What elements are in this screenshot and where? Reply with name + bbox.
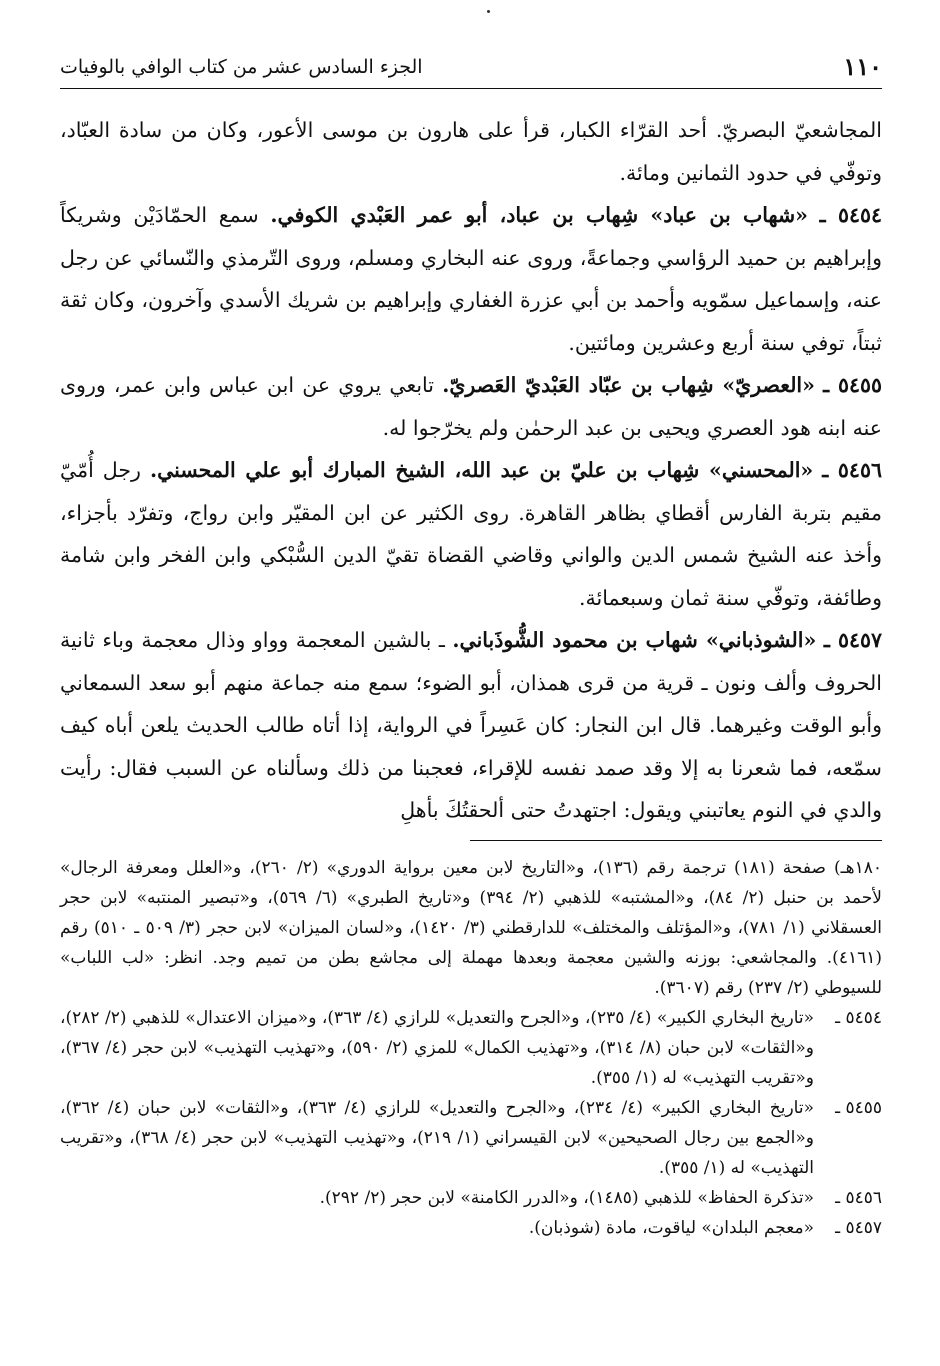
footnote-number: ٥٤٥٧ ـ bbox=[835, 1217, 882, 1238]
entry-heading: «المحسني» شِهاب بن عليّ بن عبد الله، الشيخ المبارك أبو علي المحسني. bbox=[149, 458, 814, 482]
stray-dot bbox=[487, 10, 490, 13]
entry-number: ٥٤٥٤ ـ bbox=[819, 203, 882, 227]
footnote-number: ٥٤٥٦ ـ bbox=[835, 1187, 882, 1208]
entry-heading: «العصريّ» شِهاب بن عبّاد العَبْديّ العَصريّ. bbox=[442, 373, 815, 397]
entry-heading: «الشوذباني» شهاب بن محمود الشُّوذَباني. bbox=[452, 628, 817, 652]
book-page bbox=[60, 52, 882, 1243]
footnote-separator bbox=[470, 840, 882, 841]
main-text bbox=[60, 109, 882, 832]
entry-heading: «شهاب بن عباد» شِهاب بن عباد، أبو عمر العَبْدي الكوفي. bbox=[270, 203, 808, 227]
footnote-number: ٥٤٥٥ ـ bbox=[835, 1097, 882, 1118]
footnote-continuation: ١٨٠هـ) صفحة (١٨١) ترجمة رقم (١٣٦)، و«التاريخ لابن معين برواية الدوري» (٢/ ٢٦٠)، و«العلل ومعرفة الرجال» لأحمد بن حنبل (٢/ ٨٤)، و«المشتبه» للذهبي (٢/ ٣٩٤) و«تاريخ الطبري» (٦/ ٥٦٩)، و«تبصير المنتبه» لابن حجر العسقلاني (١/ ٧٨١)، و«المؤتلف والمختلف» للدارقطني (٣/ ١٤٢٠)، و«لسان الميزان» لابن حجر (٣/ ٥٠٩ ـ ٥١٠) رقم (٤١٦١). والمجاشعي: بوزنه والشين معجمة وبعدها مهملة إلى مجاشع بطن من تميم وجد. انظر: «لب اللباب» للسيوطي (٢/ ٢٣٧) رقم (٣٦٠٧). bbox=[60, 857, 883, 998]
page-header bbox=[60, 52, 882, 89]
biography-entry bbox=[60, 449, 882, 619]
entry-text: سمع الحمّادَيْن وشريكاً وإبراهيم بن حميد الرؤاسي وجماعةً، وروى عنه البخاري ومسلم، وروى التّرمذي والنّسائي عن رجل عنه، وإسماعيل سمّويه وأحمد بن أبي عزرة الغفاري وإبراهيم بن شريك الأسدي وآخرون، وكان ثقة ثبتاً، توفي سنة أربع وعشرين ومائتين. bbox=[60, 203, 882, 355]
biography-entry bbox=[60, 194, 882, 364]
footnote-item bbox=[60, 1183, 882, 1213]
page-number: ١١٠ bbox=[843, 52, 882, 81]
footnote-text: «تاريخ البخاري الكبير» (٤/ ٢٣٥)، و«الجرح والتعديل» للرازي (٤/ ٣٦٣)، و«ميزان الاعتدال» للذهبي (٢/ ٢٨٢)، و«الثقات» لابن حبان (٨/ ٣١٤)، و«تهذيب الكمال» للمزي (٢/ ٥٩٠)، و«تهذيب التهذيب» لابن حجر (٤/ ٣٦٧)، و«تقريب التهذيب» له (١/ ٣٥٥). bbox=[60, 1007, 815, 1088]
entry-text: تابعي يروي عن ابن عباس وابن عمر، وروى عنه ابنه هود العصري ويحيى بن عبد الرحمٰن ولم يخرّجوا له. bbox=[60, 373, 882, 440]
footnotes bbox=[60, 853, 882, 1243]
entry-number: ٥٤٥٧ ـ bbox=[823, 628, 882, 652]
continuation-paragraph: المجاشعيّ البصريّ. أحد القرّاء الكبار، قرأ على هارون بن موسى الأعور، وكان من سادة العبّاد، وتوفّي في حدود الثمانين ومائة. bbox=[60, 118, 882, 185]
biography-entry bbox=[60, 364, 882, 449]
footnote-text: «تذكرة الحفاظ» للذهبي (١٤٨٥)، و«الدرر الكامنة» لابن حجر (٢/ ٢٩٢). bbox=[319, 1187, 814, 1208]
biography-entry bbox=[60, 619, 882, 832]
footnote-text: «معجم البلدان» لياقوت، مادة (شوذبان). bbox=[528, 1217, 814, 1238]
footnote-item bbox=[60, 1093, 882, 1183]
footnote-number: ٥٤٥٤ ـ bbox=[835, 1007, 882, 1028]
footnote-item bbox=[60, 1003, 882, 1093]
entry-text: رجل أُمّيّ مقيم بتربة الفارس أقطاي بظاهر القاهرة. روى الكثير عن ابن المقيّر وابن رواج، وتفرّد بأجزاء، وأخذ عنه الشيخ شمس الدين والواني وقاضي القضاة تقيّ الدين السُّبْكي وابن الفخر وابن شامة وطائفة، وتوفّي سنة ثمان وسبعمائة. bbox=[60, 458, 882, 610]
entry-number: ٥٤٥٥ ـ bbox=[823, 373, 882, 397]
running-title: الجزء السادس عشر من كتاب الوافي بالوفيات bbox=[60, 56, 423, 78]
footnote-text: «تاريخ البخاري الكبير» (٤/ ٢٣٤)، و«الجرح والتعديل» للرازي (٤/ ٣٦٣)، و«الثقات» لابن حبان (٤/ ٣٦٢)، و«الجمع بين رجال الصحيحين» لابن القيسراني (١/ ٢١٩)، و«تهذيب التهذيب» لابن حجر (٤/ ٣٦٨)، و«تقريب التهذيب» له (١/ ٣٥٥). bbox=[60, 1097, 814, 1178]
footnote-item bbox=[60, 1213, 882, 1243]
entry-text: ـ بالشين المعجمة وواو وذال معجمة وباء ثانية الحروف وألف ونون ـ قرية من قرى همذان، أبو الضوء؛ سمع منه جماعة منهم أبو سعد السمعاني وأبو الوقت وغيرهما. قال ابن النجار: كان عَسِراً في الرواية، إذا أتاه طالب الحديث يلعن أباه كيف سمّعه، فما شعرنا به إلا وقد صمد نفسه للإقراء، فعجبنا من ذلك وسألناه عن السبب فقال: رأيت والدي في النوم يعاتبني ويقول: اجتهدتُ حتى ألحقتُكَ بأهلِ bbox=[60, 628, 882, 822]
entry-number: ٥٤٥٦ ـ bbox=[822, 458, 882, 482]
